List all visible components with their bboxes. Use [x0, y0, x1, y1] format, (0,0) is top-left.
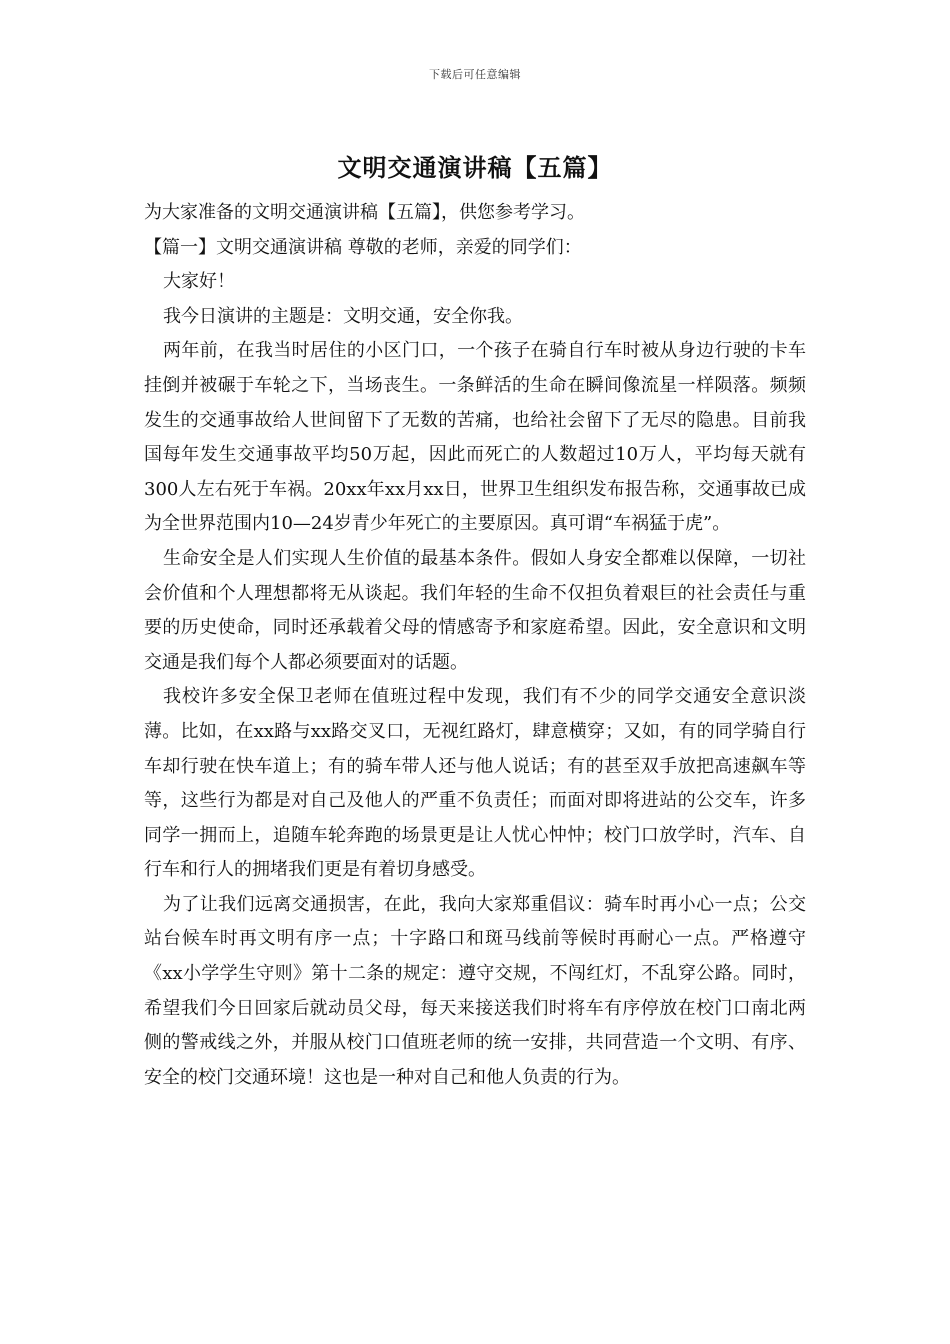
intro-paragraph: 为大家准备的文明交通演讲稿【五篇】，供您参考学习。	[144, 202, 585, 223]
document-body	[144, 196, 806, 1095]
body-paragraph: 生命安全是人们实现人生价值的最基本条件。假如人身安全都难以保障，一切社会价值和个人理想都将无从谈起。我们年轻的生命不仅担负着艰巨的社会责任与重要的历史使命，同时还承载着父母的情感寄予和家庭希望。因此，安全意识和文明交通是我们每个人都必须要面对的话题。	[144, 547, 806, 673]
body-paragraph: 我校许多安全保卫老师在值班过程中发现，我们有不少的同学交通安全意识淡薄。比如，在xx路与xx路交叉口，无视红路灯，肆意横穿；又如，有的同学骑自行车却行驶在快车道上；有的骑车带人还与他人说话；有的甚至双手放把高速飙车等等，这些行为都是对自己及他人的严重不负责任；而面对即将进站的公交车，许多同学一拥而上，追随车轮奔跑的场景更是让人忧心忡忡；校门口放学时，汽车、自行车和行人的拥堵我们更是有着切身感受。	[144, 686, 806, 881]
document-title: 文明交通演讲稿【五篇】	[337, 153, 613, 182]
body-paragraph: 大家好！	[163, 271, 235, 293]
body-paragraph: 为了让我们远离交通损害，在此，我向大家郑重倡议：骑车时再小心一点；公交站台候车时再文明有序一点；十字路口和斑马线前等候时再耐心一点。严格遵守《xx小学学生守则》第十二条的规定：遵守交规，不闯红灯，不乱穿公路。同时，希望我们今日回家后就动员父母，每天来接送我们时将车有序停放在校门口南北两侧的警戒线之外，并服从校门口值班老师的统一安排，共同营造一个文明、有序、安全的校门交通环境！这也是一种对自己和他人负责的行为。	[144, 893, 806, 1088]
body-paragraph: 我今日演讲的主题是：文明交通，安全你我。	[163, 305, 523, 327]
body-paragraph: 两年前，在我当时居住的小区门口，一个孩子在骑自行车时被从身边行驶的卡车挂倒并被碾于车轮之下，当场丧生。一条鲜活的生命在瞬间像流星一样陨落。频频发生的交通事故给人世间留下了无数的苦痛，也给社会留下了无尽的隐患。目前我国每年发生交通事故平均50万起，因此而死亡的人数超过10万人，平均每天就有300人左右死于车祸。20xx年xx月xx日，世界卫生组织发布报告称，交通事故已成为全世界范围内10—24岁青少年死亡的主要原因。真可谓“车祸猛于虎”。	[144, 340, 806, 535]
section-heading: 【篇一】文明交通演讲稿 尊敬的老师，亲爱的同学们：	[144, 236, 582, 258]
header-note: 下载后可任意编辑	[429, 68, 521, 81]
